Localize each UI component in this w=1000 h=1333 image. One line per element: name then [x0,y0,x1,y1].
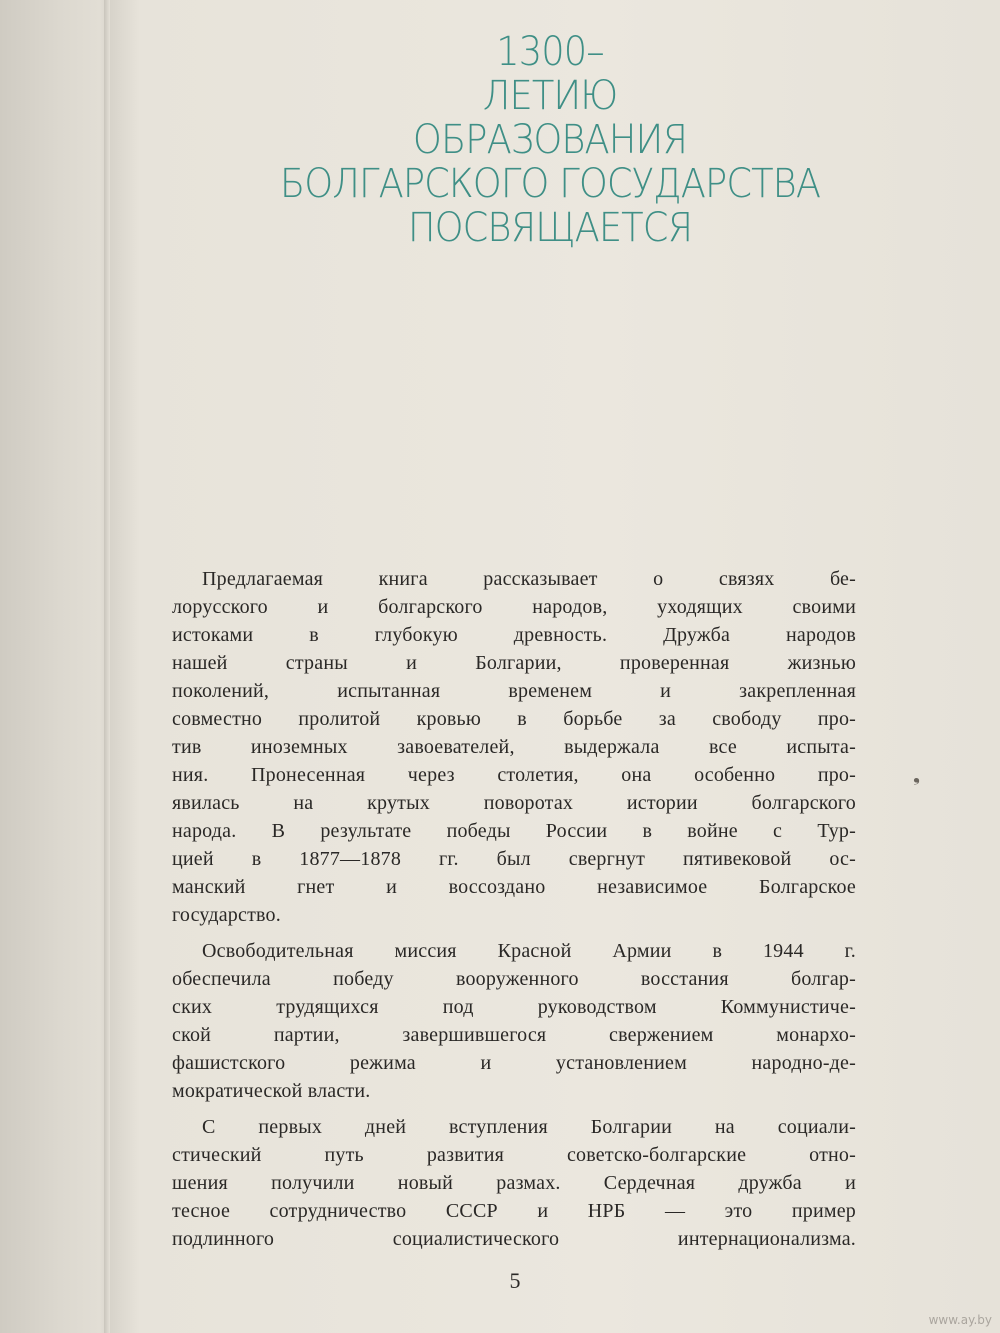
text-line: обеспечила победу вооруженного восстания болгар- [172,968,856,990]
text-line: мократической власти. [172,1080,371,1102]
text-line: ских трудящихся под руководством Коммунистиче- [172,996,856,1018]
text-line: стический путь развития советско-болгарские отно- [172,1144,856,1166]
pencil-mark-icon: ❟ [913,765,921,786]
text-line: ния. Пронесенная через столетия, она особенно про- [172,764,856,786]
text-line: Освободительная миссия Красной Армии в 1944 г. [202,940,856,962]
paragraph-3 [172,1113,856,1253]
dedication-heading [256,30,845,250]
text-line: С первых дней вступления Болгарии на социали- [202,1116,856,1138]
text-line: народа. В результате победы России в войне с Тур- [172,820,856,842]
paragraph-2 [172,937,856,1105]
text-line: совместно пролитой кровью в борьбе за свободу про- [172,708,856,730]
text-line: государство. [172,904,281,926]
text-line: поколений, испытанная временем и закрепленная [172,680,856,702]
book-page [110,0,1000,1333]
text-line: лорусского и болгарского народов, уходящих своими [172,596,856,618]
dedication-line: ПОСВЯЩАЕТСЯ [407,205,693,251]
text-line: манский гнет и воссоздано независимое Болгарское [172,876,856,898]
text-line: подлинного социалистического интернационализма. [172,1228,856,1250]
text-line: цией в 1877—1878 гг. был свергнут пятивековой ос- [172,848,856,870]
paragraph-1 [172,565,856,929]
watermark: www.ay.by [928,1313,992,1327]
text-line: Предлагаемая книга рассказывает о связях бе- [202,568,856,590]
dedication-line: ОБРАЗОВАНИЯ [412,117,688,163]
dedication-line: 1300– [496,29,604,75]
text-line: нашей страны и Болгарии, проверенная жизнью [172,652,856,674]
text-line: ской партии, завершившегося свержением монархо- [172,1024,856,1046]
text-line: фашистского режима и установлением народно-де- [172,1052,856,1074]
dedication-line: БОЛГАРСКОГО ГОСУДАРСТВА [279,161,821,207]
text-line: тив иноземных завоевателей, выдержала все испыта- [172,736,856,758]
text-line: явилась на крутых поворотах истории болгарского [172,792,856,814]
dedication-line: ЛЕТИЮ [482,73,618,119]
text-line: шения получили новый размах. Сердечная дружба и [172,1172,856,1194]
body-text [172,565,856,1261]
page-number: 5 [509,1268,521,1293]
text-line: тесное сотрудничество СССР и НРБ — это пример [172,1200,856,1222]
text-line: истоками в глубокую древность. Дружба народов [172,624,856,646]
